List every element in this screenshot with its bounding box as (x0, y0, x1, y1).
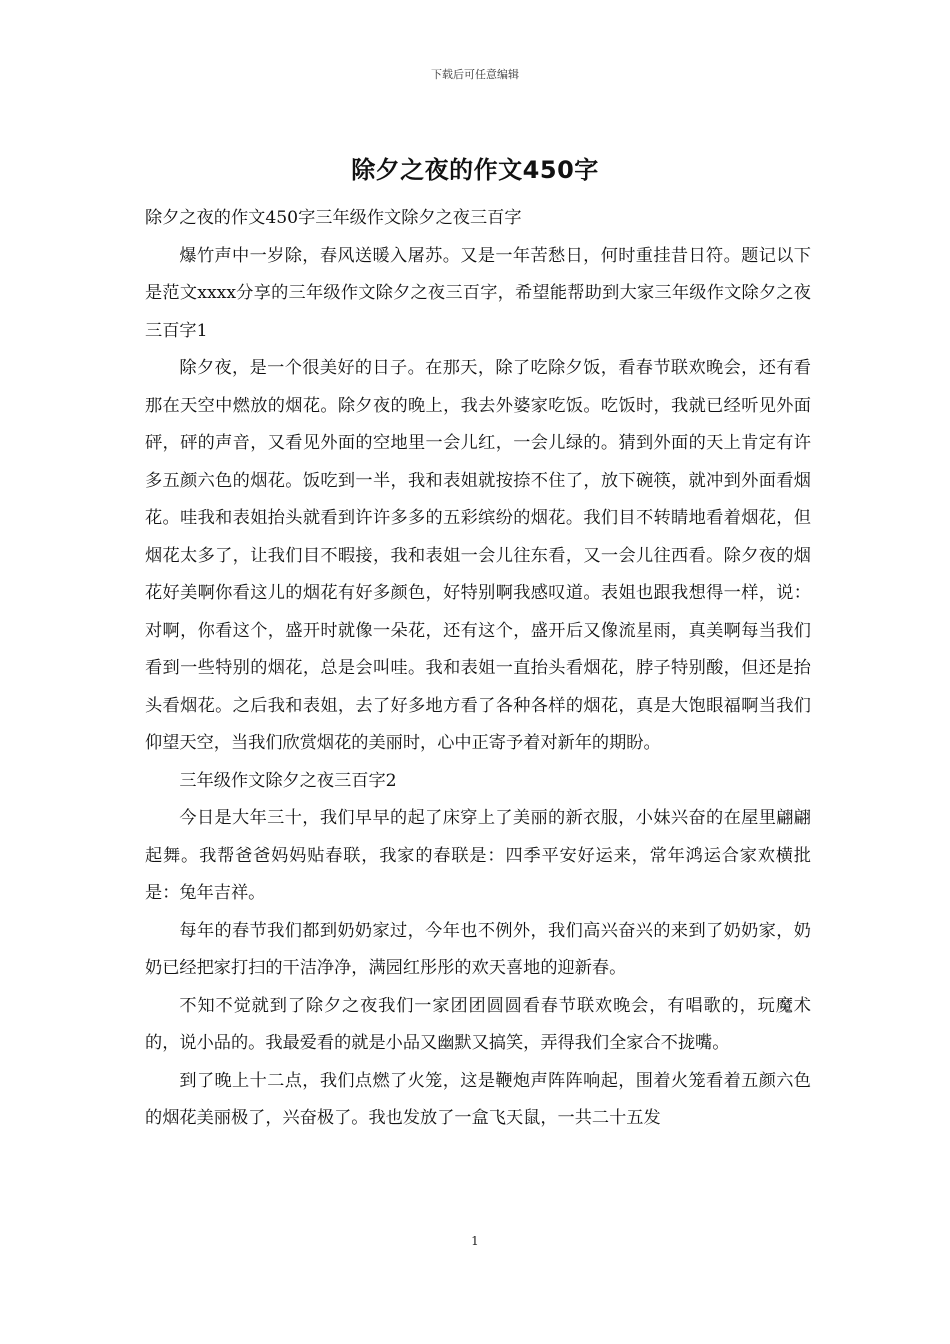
body-paragraph: 每年的春节我们都到奶奶家过，今年也不例外，我们高兴奋兴的来到了奶奶家，奶奶已经把家打扫的干洁净净，满园红彤彤的欢天喜地的迎新春。 (145, 920, 811, 978)
body-paragraph: 不知不觉就到了除夕之夜我们一家团团圆圆看春节联欢晚会，有唱歌的，玩魔术的，说小品的。我最爱看的就是小品又幽默又搞笑，弄得我们全家合不拢嘴。 (145, 995, 811, 1053)
body-paragraph: 爆竹声中一岁除，春风送暖入屠苏。又是一年苦愁日，何时重挂昔日符。题记以下是范文xxxx分享的三年级作文除夕之夜三百字，希望能帮助到大家三年级作文除夕之夜三百字1 (145, 245, 811, 341)
document-body (145, 200, 811, 1138)
subtitle-paragraph: 除夕之夜的作文450字三年级作文除夕之夜三百字 (145, 208, 522, 228)
document-title: 除夕之夜的作文450字 (351, 156, 599, 184)
section-heading: 三年级作文除夕之夜三百字2 (179, 770, 397, 791)
page-number: 1 (471, 1234, 479, 1248)
body-paragraph: 到了晚上十二点，我们点燃了火笼，这是鞭炮声阵阵响起，围着火笼看着五颜六色的烟花美丽极了，兴奋极了。我也发放了一盒飞天鼠，一共二十五发 (145, 1070, 811, 1128)
body-paragraph: 除夕夜，是一个很美好的日子。在那天，除了吃除夕饭，看春节联欢晚会，还有看那在天空中燃放的烟花。除夕夜的晚上，我去外婆家吃饭。吃饭时，我就已经听见外面砰，砰的声音，又看见外面的空地里一会儿红，一会儿绿的。猜到外面的天上肯定有许多五颜六色的烟花。饭吃到一半，我和表姐就按捺不住了，放下碗筷，就冲到外面看烟花。哇我和表姐抬头就看到许许多多的五彩缤纷的烟花。我们目不转睛地看着烟花，但烟花太多了，让我们目不暇接，我和表姐一会儿往东看，又一会儿往西看。除夕夜的烟花好美啊你看这儿的烟花有好多颜色，好特别啊我感叹道。表姐也跟我想得一样，说：对啊，你看这个，盛开时就像一朵花，还有这个，盛开后又像流星雨，真美啊每当我们看到一些特别的烟花，总是会叫哇。我和表姐一直抬头看烟花，脖子特别酸，但还是抬头看烟花。之后我和表姐，去了好多地方看了各种各样的烟花，真是大饱眼福啊当我们仰望天空，当我们欣赏烟花的美丽时，心中正寄予着对新年的期盼。 (145, 358, 811, 753)
header-note: 下载后可任意编辑 (431, 68, 519, 81)
body-paragraph: 今日是大年三十，我们早早的起了床穿上了美丽的新衣服，小妹兴奋的在屋里翩翩起舞。我帮爸爸妈妈贴春联，我家的春联是：四季平安好运来，常年鸿运合家欢横批是：兔年吉祥。 (145, 808, 811, 903)
